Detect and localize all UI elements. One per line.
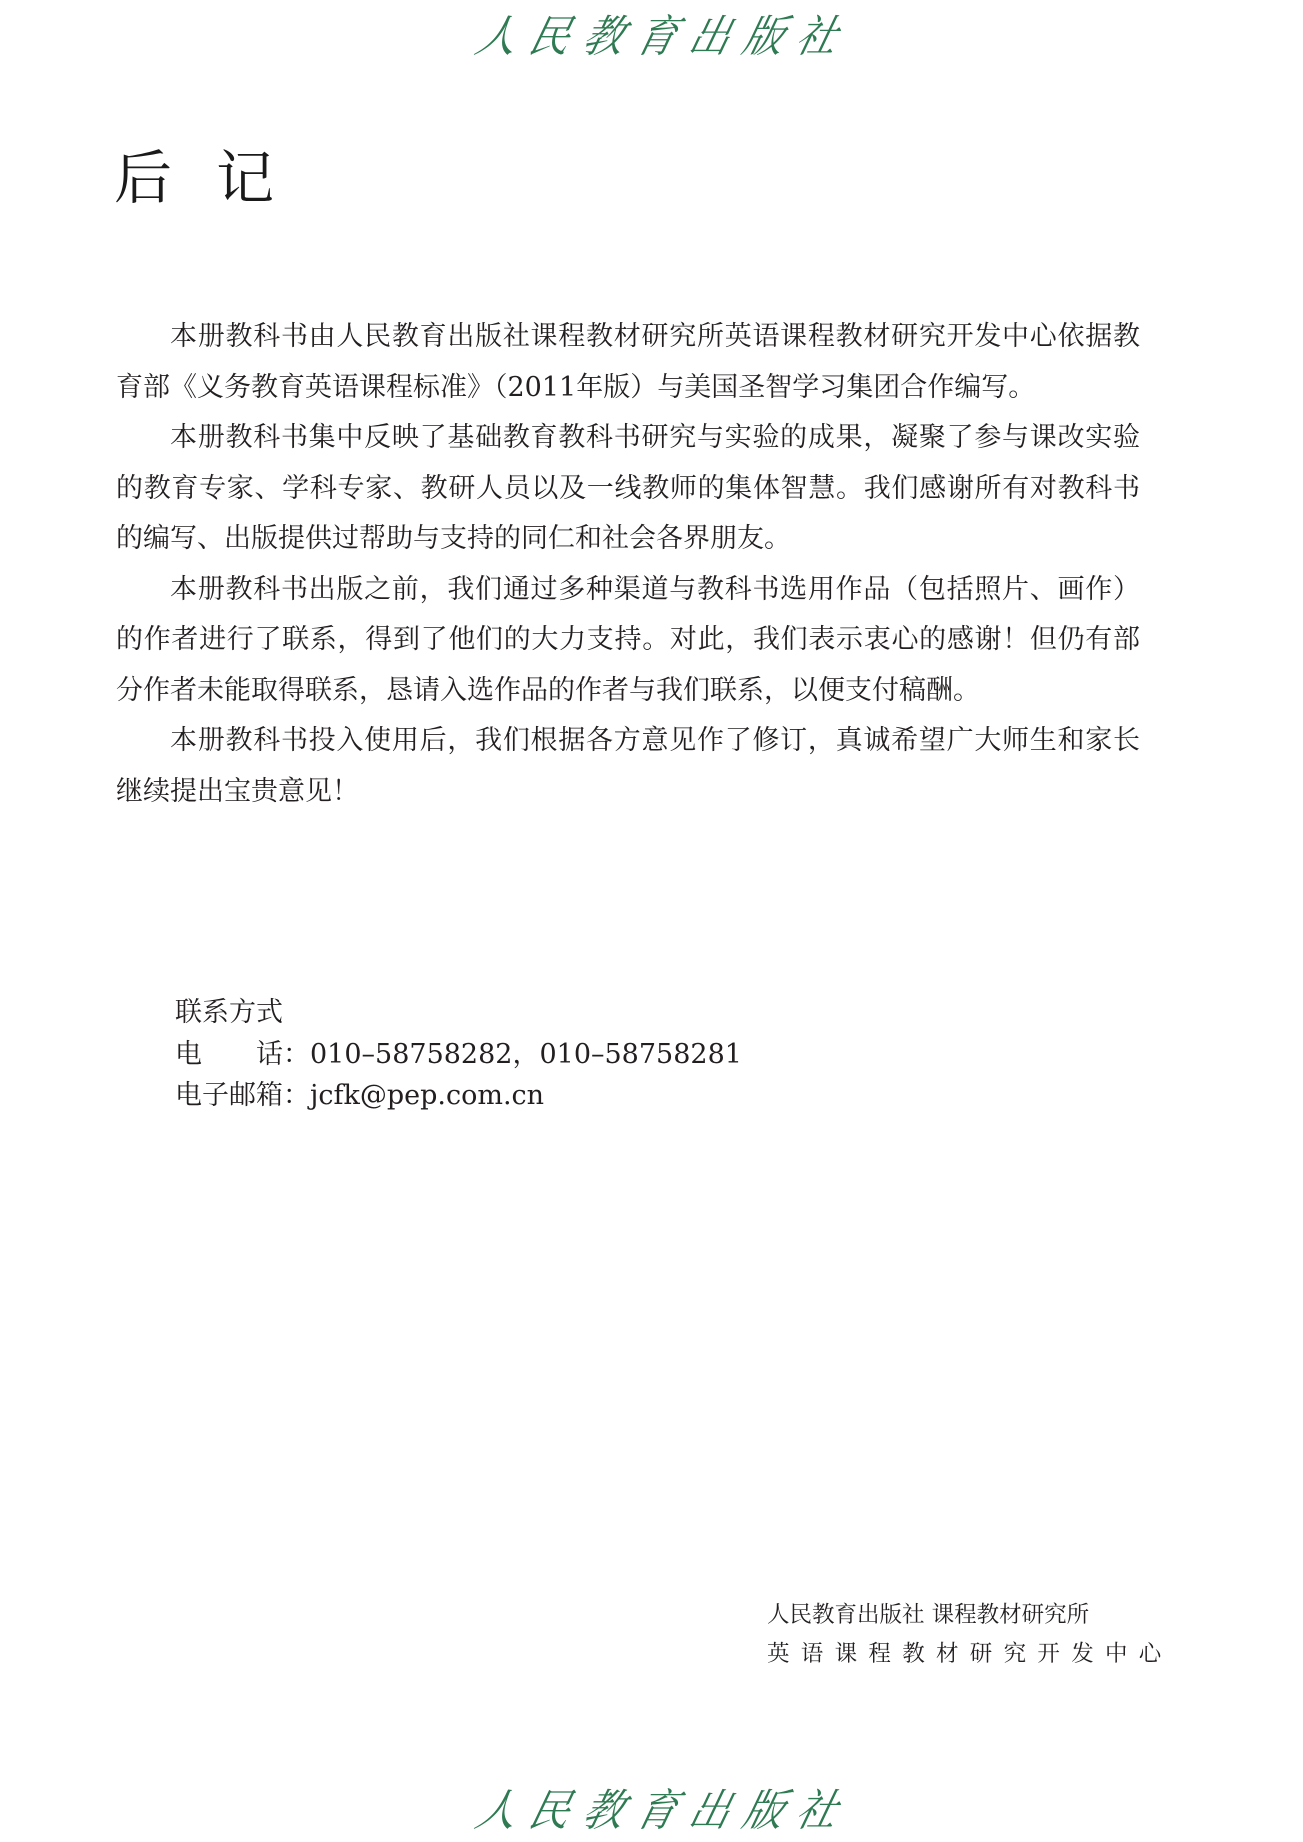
contact-info (175, 992, 742, 1117)
logo-char: 育 (630, 12, 684, 63)
paragraph: 本册教科书由人民教育出版社课程教材研究所英语课程教材研究开发中心依据教育部《义务教育英语课程标准》（2011年版）与美国圣智学习集团合作编写。 (116, 321, 1140, 403)
afterword-body (116, 312, 1140, 817)
logo-char: 民 (524, 1786, 577, 1837)
logo-char: 出 (684, 1786, 737, 1837)
logo-char: 教 (577, 1786, 631, 1837)
phone-label: 电话 (175, 1038, 283, 1070)
paragraph: 本册教科书投入使用后，我们根据各方意见作了修订，真诚希望广大师生和家长继续提出宝贵意见！ (116, 725, 1140, 807)
logo-char: 育 (630, 1786, 684, 1837)
logo-char: 民 (524, 12, 577, 63)
logo-char: 出 (684, 12, 737, 63)
phone-row (175, 1034, 742, 1076)
email-row (175, 1075, 742, 1117)
phone-value: ：010–58758282，010–58758281 (283, 1038, 742, 1070)
email-value[interactable]: ：jcfk@pep.com.cn (283, 1080, 545, 1111)
logo-char: 社 (790, 12, 844, 63)
logo-char: 版 (737, 1786, 790, 1837)
page-title: 后记 (114, 144, 319, 212)
paragraph: 本册教科书出版之前，我们通过多种渠道与教科书选用作品（包括照片、画作）的作者进行了联系，得到了他们的大力支持。对此，我们表示衷心的感谢！但仍有部分作者未能取得联系，恳请入选作品的作者与我们联系，以便支付稿酬。 (116, 573, 1140, 706)
logo-char: 人 (470, 12, 524, 63)
signature-line-2: 英语课程教材研究开发中心 (767, 1641, 1173, 1667)
contact-heading: 联系方式 (175, 997, 283, 1028)
logo-char: 社 (790, 1786, 844, 1837)
email-label: 电子邮箱 (175, 1080, 283, 1111)
logo-char: 教 (577, 12, 631, 63)
publisher-logo-top (470, 6, 844, 63)
signature-line-1: 人民教育出版社 课程教材研究所 (767, 1602, 1090, 1628)
logo-char: 人 (470, 1786, 524, 1837)
signature-block (767, 1596, 1173, 1674)
logo-char: 版 (737, 12, 790, 63)
publisher-logo-bottom (470, 1780, 844, 1837)
paragraph: 本册教科书集中反映了基础教育教科书研究与实验的成果，凝聚了参与课改实验的教育专家、学科专家、教研人员以及一线教师的集体智慧。我们感谢所有对教科书的编写、出版提供过帮助与支持的同仁和社会各界朋友。 (116, 422, 1140, 554)
